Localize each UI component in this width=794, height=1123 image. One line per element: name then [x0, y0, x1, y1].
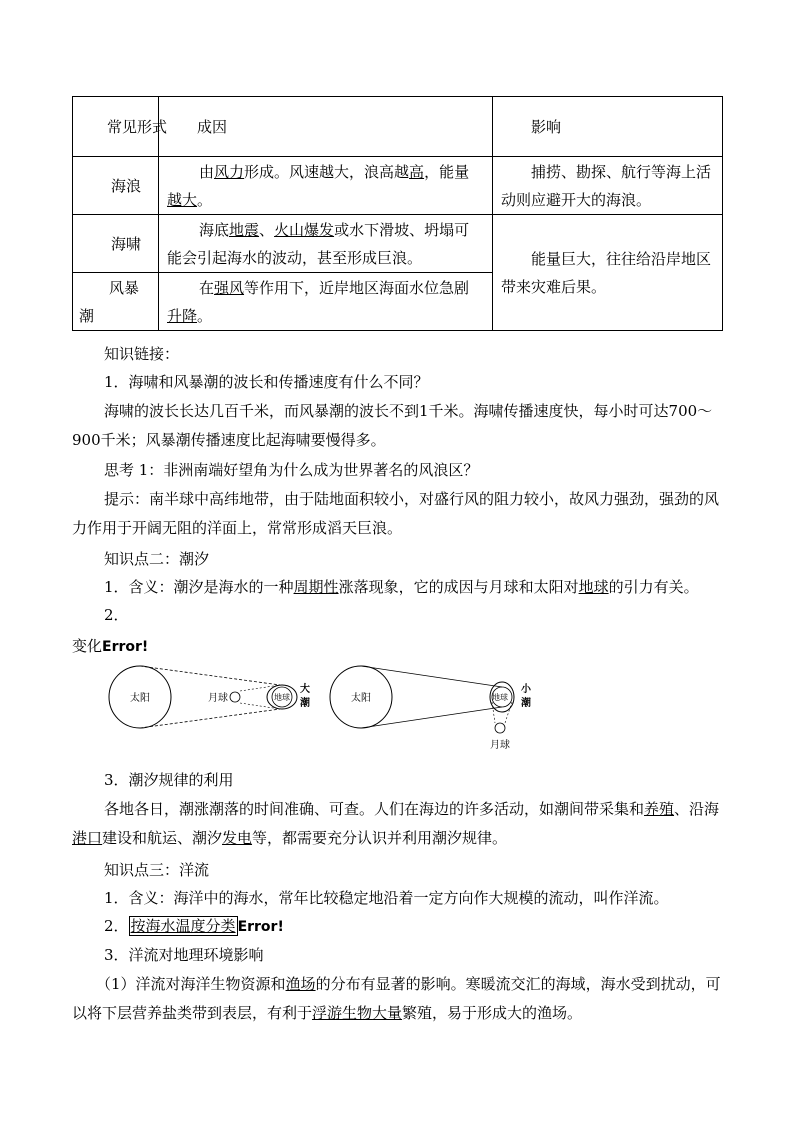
- current-definition: 1．含义：海洋中的海水，常年比较稳定地沿着一定方向作大规模的流动，叫作洋流。: [104, 889, 669, 907]
- table-header-row: [73, 97, 723, 157]
- think-question-1: 思考 1：非洲南端好望角为什么成为世界著名的风浪区？: [104, 461, 479, 479]
- spring-tide-char-2: 潮: [300, 698, 310, 709]
- moon-label-1: 月球: [208, 693, 228, 704]
- table-row-tsunami: [73, 215, 723, 273]
- moon-circle-2: [495, 723, 505, 733]
- tide-title: 知识点二：潮汐: [104, 550, 210, 568]
- tide-item-2: 2．: [104, 606, 129, 624]
- header-effect: 影响: [493, 97, 723, 157]
- neap-tide-diagram: [330, 666, 532, 751]
- neap-tide-char-2: 潮: [521, 698, 531, 709]
- sun-label-1: 太阳: [130, 693, 150, 704]
- earth-label-1: 地球: [274, 693, 290, 702]
- link-question-1: 1．海啸和风暴潮的波长和传播速度有什么不同？: [104, 373, 429, 391]
- current-item-2: 2． 按海水温度分类 Error!: [104, 917, 284, 935]
- header-form: 常见形式: [73, 97, 159, 157]
- moon-circle-1: [230, 692, 240, 702]
- shared-effect-cell: 能量巨大，往往给沿岸地区带来灾难后果。: [493, 215, 723, 331]
- error-label-2: Error!: [237, 919, 284, 935]
- row-surge-cause: 在强风等作用下，近岸地区海面水位急剧升降。: [159, 273, 493, 331]
- current-item-3: 3．洋流对地理环境影响: [104, 946, 264, 964]
- row-tsunami-cause: 海底地震、火山爆发或水下滑坡、坍塌可能会引起海水的波动，甚至形成巨浪。: [159, 215, 493, 273]
- current-title: 知识点三：洋流: [104, 861, 210, 879]
- temperature-classification-box: 按海水温度分类: [130, 917, 236, 935]
- tide-use-text: 各地各日，潮涨潮落的时间准确、可查。人们在海边的许多活动，如潮间带采集和养殖、沿海港口建设和航运、潮汐发电等，都需要充分认识并利用潮汐规律。: [72, 800, 720, 847]
- current-paragraph-1: （1）洋流对海洋生物资源和渔场的分布有显著的影响。寒暖流交汇的海域，海水受到扰动，可以将下层营养盐类带到表层，有利于浮游生物大量繁殖，易于形成大的渔场。: [72, 975, 721, 1022]
- neap-tide-char-1: 小: [521, 684, 531, 695]
- row-wave-effect: 捕捞、勘探、航行等海上活动则应避开大的海浪。: [493, 157, 723, 215]
- error-label-1: Error!: [102, 639, 149, 655]
- tide-change: 变化Error!: [72, 637, 149, 655]
- moon-label-2: 月球: [490, 740, 510, 751]
- table-row-wave: [73, 157, 723, 215]
- spring-tide-diagram: [109, 666, 310, 728]
- row-wave-cause: 由风力形成。风速越大，浪高越高，能量越大。: [159, 157, 493, 215]
- row-wave-name: 海浪: [73, 157, 159, 215]
- earth-label-2: 地球: [492, 693, 508, 702]
- tide-definition: 1．含义：潮汐是海水的一种周期性涨落现象，它的成因与月球和太阳对地球的引力有关。: [104, 578, 699, 596]
- spring-tide-char-1: 大: [300, 684, 310, 695]
- header-cause: 成因: [159, 97, 493, 157]
- link-title: 知识链接：: [104, 345, 180, 363]
- row-surge-name: 风暴潮: [73, 273, 159, 331]
- tide-use-title: 3．潮汐规律的利用: [104, 771, 234, 789]
- tide-diagram: [104, 660, 544, 760]
- row-tsunami-name: 海啸: [73, 215, 159, 273]
- sun-label-2: 太阳: [351, 693, 371, 704]
- link-answer-1: 海啸的波长长达几百千米，而风暴潮的波长不到1千米。海啸传播速度快，每小时可达700～900千米；风暴潮传播速度比起海啸要慢得多。: [72, 402, 713, 449]
- wave-table: [72, 96, 723, 331]
- think-hint: 提示：南半球中高纬地带，由于陆地面积较小，对盛行风的阻力较小，故风力强劲，强劲的风力作用于开阔无阻的洋面上，常常形成滔天巨浪。: [72, 490, 720, 537]
